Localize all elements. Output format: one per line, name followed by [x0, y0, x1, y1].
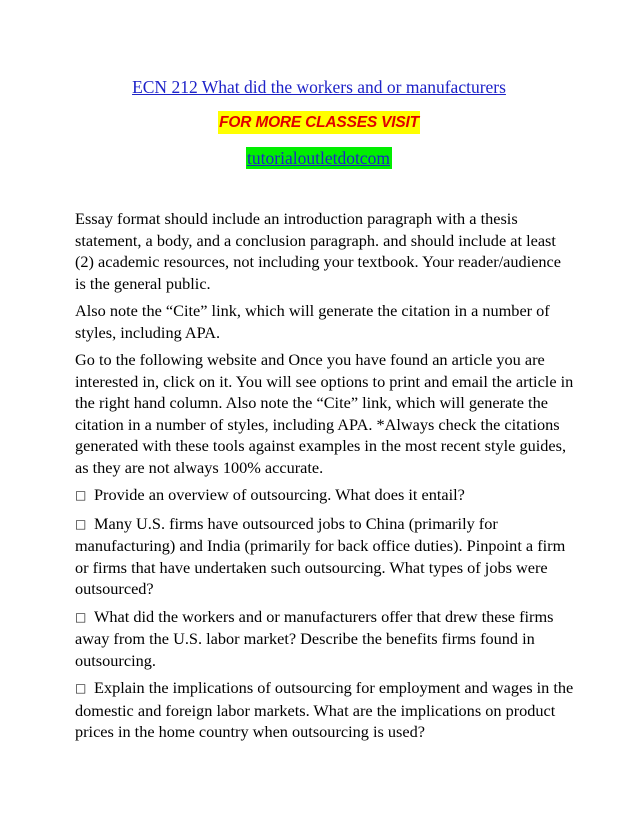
bullet-text: Many U.S. firms have outsourced jobs to China (primarily for manufacturing) and India (primarily for back office duties). Pinpoint a firm or firms that have undertaken such outsourcing. What types of jobs were outsourced?	[75, 513, 566, 598]
paragraph-essay-format: Essay format should include an introduction paragraph with a thesis statement, a body, and a conclusion paragraph. and should include at least (2) academic resources, not including your textbook. Your reader/audience is the general public.	[75, 209, 562, 293]
document-body	[75, 208, 575, 749]
site-link[interactable]: tutorialoutletdotcom	[247, 148, 390, 168]
paragraph-cite-note: Also note the “Cite” link, which will generate the citation in a number of styles, including APA.	[75, 301, 550, 342]
checkbox-bullet-icon: □	[75, 488, 87, 502]
bullet-item	[75, 484, 575, 507]
promo-line	[0, 111, 638, 135]
checkbox-bullet-icon: □	[75, 609, 87, 624]
site-line	[0, 147, 638, 169]
bullet-item	[75, 513, 575, 600]
bullet-text: Explain the implications of outsourcing for employment and wages in the domestic and foreign labor markets. What are the implications on product prices in the home country when outsourcing is used?	[75, 678, 574, 741]
paragraph-instructions: Go to the following website and Once you have found an article you are interested in, click on it. You will see options to print and email the article in the right hand column. Also note the “Cite” link, which will generate the citation in a number of styles, including APA. *Always check the citations generated with these tools against examples in the most recent style guides, as they are not always 100% accurate.	[75, 350, 574, 477]
checkbox-bullet-icon: □	[75, 516, 87, 531]
bullet-item	[75, 606, 575, 672]
checkbox-bullet-icon: □	[75, 681, 87, 695]
title-link[interactable]: ECN 212 What did the workers and or manufacturers	[132, 77, 506, 97]
bullet-text: Provide an overview of outsourcing. What does it entail?	[94, 485, 465, 504]
promo-text: FOR MORE CLASSES VISIT	[218, 111, 420, 134]
bullet-item	[75, 677, 575, 743]
bullet-text: What did the workers and or manufacturers offer that drew these firms away from the U.S. labor market? Describe the benefits firms found in outsourcing.	[75, 606, 554, 670]
